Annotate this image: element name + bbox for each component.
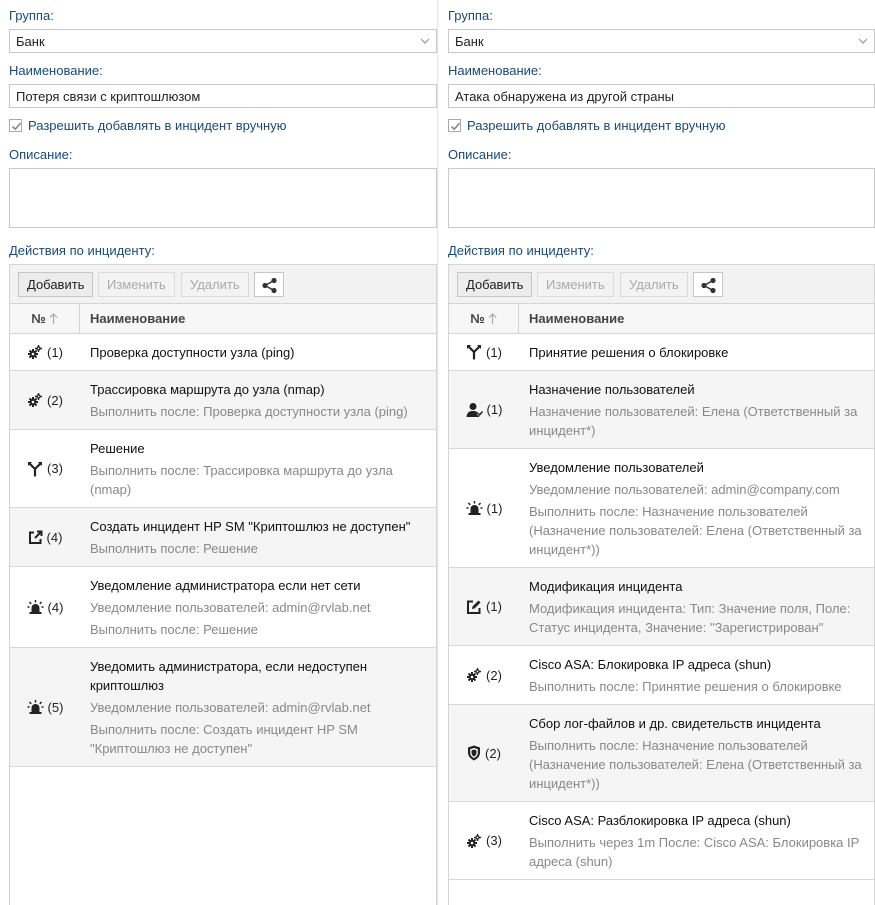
- table-row[interactable]: [449, 334, 874, 371]
- description-label: Описание:: [448, 147, 512, 162]
- row-title: Создать инцидент HP SM "Криптошлюз не доступен": [90, 519, 411, 534]
- checkbox-box[interactable]: [9, 119, 22, 132]
- row-detail: Выполнить после: Создать инцидент HP SM "Криптошлюз не доступен": [90, 722, 358, 756]
- share-button[interactable]: [254, 272, 284, 297]
- name-input[interactable]: [9, 84, 437, 108]
- row-number-cell: [10, 567, 80, 647]
- table-header: [449, 304, 874, 334]
- row-number-cell: [449, 449, 519, 567]
- shield-icon: [467, 745, 481, 761]
- name-input-value: Атака обнаружена из другой страны: [455, 89, 675, 104]
- row-number: (1): [47, 344, 63, 360]
- row-name-cell: [519, 705, 874, 801]
- row-title: Уведомление пользователей: [529, 460, 704, 475]
- column-number-label: №: [31, 311, 46, 326]
- row-title: Трассировка маршрута до узла (nmap): [90, 382, 325, 397]
- table-body: [10, 334, 436, 767]
- table-row[interactable]: [449, 449, 874, 568]
- allow-manual-checkbox[interactable]: [448, 118, 725, 133]
- delete-button[interactable]: Удалить: [181, 272, 249, 297]
- fork-icon: [27, 461, 43, 477]
- row-name-cell: [519, 449, 874, 567]
- row-detail: Выполнить через 1m После: Cisco ASA: Блокировка IP адреса (shun): [529, 835, 860, 869]
- row-title: Cisco ASA: Блокировка IP адреса (shun): [529, 657, 772, 672]
- row-number: (4): [46, 529, 63, 545]
- row-number-cell: [449, 568, 519, 645]
- fork-icon: [466, 344, 482, 360]
- description-textarea[interactable]: [9, 168, 437, 228]
- gears-icon: [466, 833, 482, 849]
- share-icon: [261, 277, 278, 294]
- row-number-cell: [449, 802, 519, 879]
- column-header-number[interactable]: [449, 304, 519, 333]
- row-title: Уведомление администратора если нет сети: [90, 578, 361, 593]
- actions-label: Действия по инциденту:: [448, 243, 594, 258]
- table-body: [449, 334, 874, 880]
- column-header-name[interactable]: Наименование: [529, 311, 625, 326]
- gears-icon: [466, 667, 482, 683]
- edit-button[interactable]: Изменить: [537, 272, 614, 297]
- table-row[interactable]: [10, 567, 436, 648]
- group-label: Группа:: [448, 8, 493, 23]
- row-number-cell: [10, 334, 80, 370]
- row-number-cell: [10, 648, 80, 766]
- row-title: Назначение пользователей: [529, 382, 695, 397]
- row-number-cell: [449, 371, 519, 448]
- row-detail: Выполнить после: Трассировка маршрута до узла (nmap): [90, 463, 393, 497]
- description-textarea[interactable]: [448, 168, 875, 228]
- row-detail: Выполнить после: Назначение пользователей (Назначение пользователей: Елена (Ответственный за инцидент*)): [529, 504, 862, 557]
- sort-arrow-up-icon: [49, 312, 58, 325]
- name-label: Наименование:: [448, 63, 542, 78]
- row-number: (3): [486, 833, 502, 848]
- checkmark-icon: [449, 120, 462, 133]
- row-name-cell: [80, 567, 436, 647]
- row-detail: Выполнить после: Принятие решения о блокировке: [529, 679, 842, 694]
- row-name-cell: [80, 334, 436, 370]
- group-select[interactable]: [448, 29, 875, 53]
- row-title: Уведомить администратора, если недоступен криптошлюз: [90, 659, 368, 693]
- group-label: Группа:: [9, 8, 54, 23]
- alarm-icon: [466, 500, 483, 516]
- actions-grid: [9, 264, 437, 905]
- gears-icon: [27, 344, 43, 360]
- actions-label: Действия по инциденту:: [9, 243, 155, 258]
- row-number: (3): [47, 461, 63, 476]
- row-title: Решение: [90, 441, 145, 456]
- row-detail: Уведомление пользователей: admin@rvlab.net: [90, 700, 371, 715]
- sort-arrow-up-icon: [488, 312, 497, 325]
- description-label: Описание:: [9, 147, 73, 162]
- table-header: [10, 304, 436, 334]
- row-title: Сбор лог-файлов и др. свидетельств инцидента: [529, 716, 821, 731]
- row-detail: Уведомление пользователей: admin@company.com: [529, 482, 840, 497]
- table-row[interactable]: [449, 646, 874, 705]
- row-number-cell: [10, 371, 80, 429]
- row-detail: Модификация инцидента: Тип: Значение поля, Поле: Статус инцидента, Значение: "Зарегистрирован": [529, 601, 851, 635]
- actions-toolbar: [449, 264, 874, 304]
- incident-form-right: [439, 0, 875, 905]
- edit-icon: [466, 599, 482, 615]
- external-link-icon: [28, 530, 43, 545]
- chevron-down-icon: [858, 36, 868, 46]
- group-select[interactable]: [9, 29, 437, 53]
- row-name-cell: [80, 648, 436, 766]
- row-name-cell: [80, 508, 436, 566]
- chevron-down-icon: [420, 36, 430, 46]
- actions-grid: [448, 264, 875, 905]
- row-title: Cisco ASA: Разблокировка IP адреса (shun): [529, 813, 791, 828]
- alarm-icon: [27, 599, 44, 615]
- column-header-number[interactable]: [10, 304, 80, 333]
- allow-manual-label: Разрешить добавлять в инцидент вручную: [28, 118, 287, 133]
- row-number: (5): [47, 699, 64, 715]
- row-number: (2): [47, 392, 63, 408]
- row-detail: Выполнить после: Решение: [90, 541, 258, 556]
- row-name-cell: [519, 802, 874, 879]
- edit-button[interactable]: Изменить: [98, 272, 175, 297]
- table-row[interactable]: [10, 334, 436, 371]
- allow-manual-label: Разрешить добавлять в инцидент вручную: [467, 118, 726, 133]
- table-row[interactable]: [449, 802, 874, 880]
- column-number-label: №: [470, 311, 485, 326]
- row-name-cell: [80, 430, 436, 507]
- alarm-icon: [27, 699, 44, 715]
- row-number-cell: [449, 334, 519, 370]
- row-number: (2): [486, 667, 502, 683]
- table-row[interactable]: [10, 371, 436, 430]
- share-button[interactable]: [693, 272, 723, 297]
- row-name-cell: [519, 371, 874, 448]
- checkbox-box[interactable]: [448, 119, 461, 132]
- name-input[interactable]: [448, 84, 875, 108]
- row-number-cell: [10, 430, 80, 507]
- share-icon: [700, 277, 717, 294]
- row-name-cell: [519, 568, 874, 645]
- table-row[interactable]: [10, 648, 436, 767]
- row-name-cell: [519, 646, 874, 704]
- row-number-cell: [449, 705, 519, 801]
- name-input-value: Потеря связи с криптошлюзом: [16, 89, 201, 104]
- table-row[interactable]: [449, 705, 874, 802]
- row-title: Проверка доступности узла (ping): [90, 345, 295, 360]
- delete-button[interactable]: Удалить: [620, 272, 688, 297]
- incident-form-left: [0, 0, 437, 905]
- row-name-cell: [519, 334, 874, 370]
- row-title: Модификация инцидента: [529, 579, 683, 594]
- table-row[interactable]: [449, 371, 874, 449]
- table-row[interactable]: [10, 508, 436, 567]
- row-number: (4): [47, 599, 64, 615]
- row-title: Принятие решения о блокировке: [529, 345, 729, 360]
- column-header-name[interactable]: Наименование: [90, 311, 186, 326]
- checkmark-icon: [10, 120, 23, 133]
- row-number: (1): [486, 402, 503, 417]
- table-row[interactable]: [10, 430, 436, 508]
- actions-toolbar: [10, 264, 436, 304]
- user-icon: [466, 402, 483, 418]
- gears-icon: [27, 392, 43, 408]
- row-detail: Уведомление пользователей: admin@rvlab.net: [90, 600, 371, 615]
- row-detail: Выполнить после: Назначение пользователей (Назначение пользователей: Елена (Ответственный за инцидент*)): [529, 738, 862, 791]
- row-number-cell: [10, 508, 80, 566]
- group-select-value: Банк: [16, 34, 45, 49]
- row-detail: Назначение пользователей: Елена (Ответственный за инцидент*): [529, 404, 858, 438]
- name-label: Наименование:: [9, 63, 103, 78]
- add-button[interactable]: Добавить: [18, 272, 93, 297]
- table-row[interactable]: [449, 568, 874, 646]
- group-select-value: Банк: [455, 34, 484, 49]
- add-button[interactable]: Добавить: [457, 272, 532, 297]
- row-number-cell: [449, 646, 519, 704]
- row-number: (1): [486, 500, 503, 516]
- allow-manual-checkbox[interactable]: [9, 118, 286, 133]
- row-number: (2): [485, 745, 501, 761]
- row-detail: Выполнить после: Решение: [90, 622, 258, 637]
- row-number: (1): [486, 599, 502, 614]
- row-name-cell: [80, 371, 436, 429]
- row-detail: Выполнить после: Проверка доступности узла (ping): [90, 404, 408, 419]
- row-number: (1): [486, 344, 502, 360]
